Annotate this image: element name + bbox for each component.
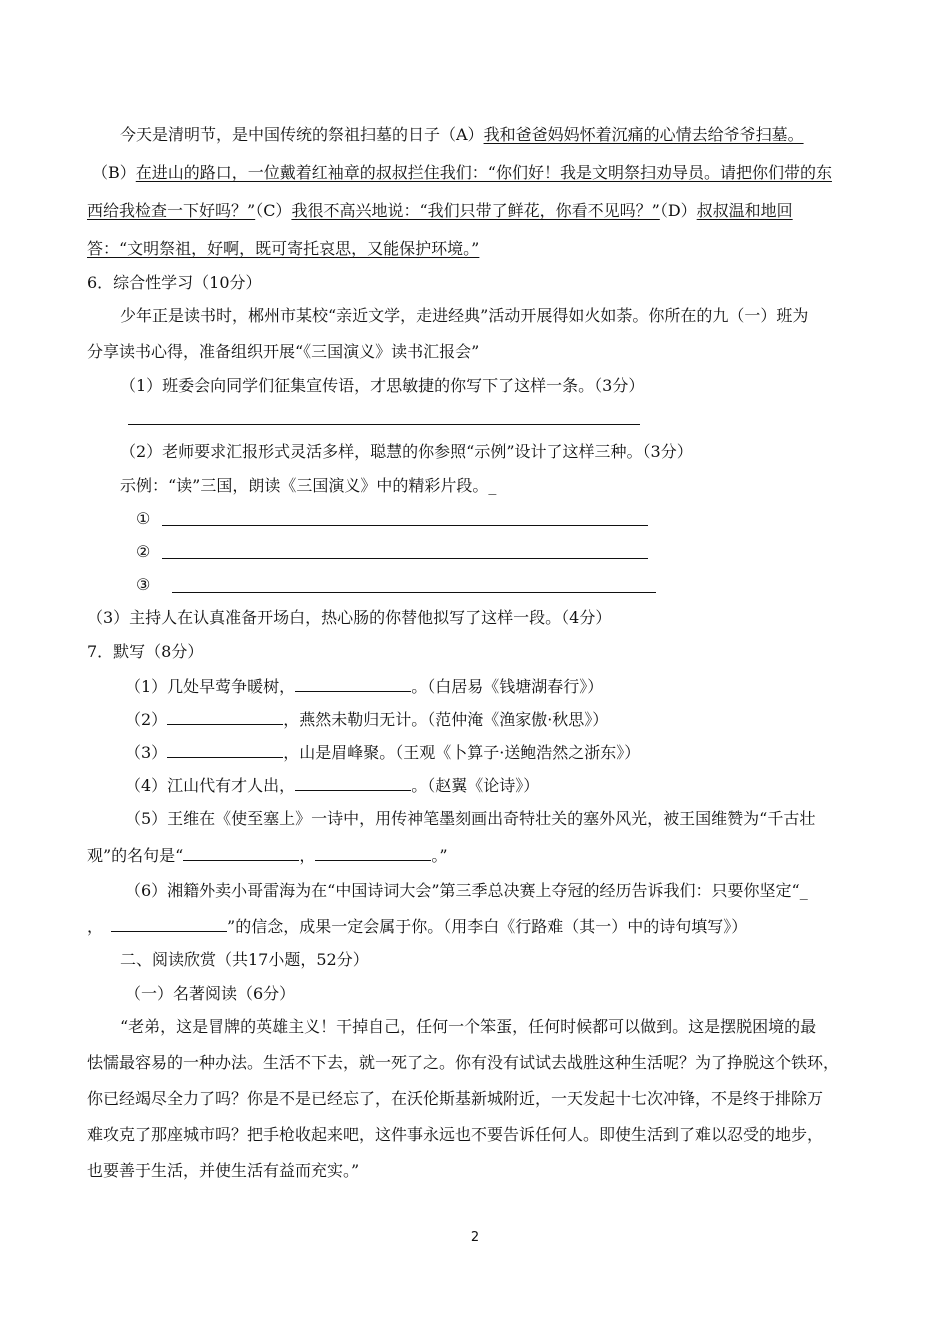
q7-item-1-text-b: 。（白居易《钱塘湖春行》） xyxy=(411,677,604,696)
q7-item-5-text-b: ， xyxy=(299,846,316,865)
q7-item-4 xyxy=(125,774,539,797)
q5-sentence-a: 我和爸爸妈妈怀着沉痛的心情去给爷爷扫墓。 xyxy=(483,125,804,144)
q7-item-4-text-b: 。（赵翼《论诗》） xyxy=(411,776,540,795)
q7-item-5-text-c: 。” xyxy=(431,846,448,865)
q5-line-1 xyxy=(120,124,804,146)
q7-item-6-text-a: ， xyxy=(87,917,104,936)
q7-item-1-blank[interactable] xyxy=(295,675,411,692)
q6-example: 示例：“读”三国，朗读《三国演义》中的精彩片段。_ xyxy=(120,476,497,495)
q7-item-5-text-a: 观”的名句是“ xyxy=(87,846,184,865)
section-2-subheading: （一）名著阅读（6分） xyxy=(125,984,296,1003)
q7-item-5-line-2 xyxy=(87,844,448,867)
q5-sentence-b: 在进山的路口，一位戴着红袖章的叔叔拦住我们：“你们好！我是文明祭扫劝导员。请把你们带的东 xyxy=(135,163,832,182)
q6-part-1: （1）班委会向同学们征集宣传语，才思敏捷的你写下了这样一条。（3分） xyxy=(120,376,645,395)
q5-sentence-c: 我很不高兴地说：“我们只带了鲜花，你看不见吗？” xyxy=(291,201,660,220)
q7-item-3-blank[interactable] xyxy=(167,741,283,758)
reading-line-2: 怯懦最容易的一种办法。生活不下去，就一死了之。你有没有试试去战胜这种生活呢？为了挣脱这个铁环， xyxy=(87,1053,840,1072)
q6-intro-line-1: 少年正是读书时，郴州市某校“亲近文学，走进经典”活动开展得如火如荼。你所在的九（一）班为 xyxy=(120,306,809,325)
q7-heading: 7．默写（8分） xyxy=(87,642,204,661)
q7-item-2-text-b: ，燕然未勒归无计。（范仲淹《渔家傲·秋思》） xyxy=(283,710,609,729)
q7-item-1 xyxy=(125,675,603,698)
q7-item-2 xyxy=(125,708,608,731)
q5-label-b: （B） xyxy=(92,163,136,182)
q5-line-3 xyxy=(87,200,793,222)
q5-sentence-d: 叔叔温和地回 xyxy=(696,201,793,220)
q6-intro-line-2: 分享读书心得，准备组织开展“《三国演义》读书汇报会” xyxy=(87,342,480,361)
q5-line-4 xyxy=(87,238,479,260)
q6-part-3: （3）主持人在认真准备开场白，热心肠的你替他拟写了这样一段。（4分） xyxy=(87,608,612,627)
q7-item-5-blank-1[interactable] xyxy=(183,844,299,861)
q5-label-d: （D） xyxy=(659,201,697,220)
q7-item-2-blank[interactable] xyxy=(167,708,283,725)
q6-answer-line-2[interactable] xyxy=(162,558,648,559)
q7-item-4-text-a: （4）江山代有才人出， xyxy=(125,776,296,795)
q5-label-c: （C） xyxy=(255,201,292,220)
q6-blank-marker-3: ③ xyxy=(136,575,151,594)
q6-heading: 6．综合性学习（10分） xyxy=(87,273,262,292)
q5-sentence-b-cont: 西给我检查一下好吗？” xyxy=(87,201,256,220)
q6-blank-marker-2: ② xyxy=(136,542,151,561)
reading-line-5: 也要善于生活，并使生活有益而充实。” xyxy=(87,1161,360,1180)
q7-item-4-blank[interactable] xyxy=(295,774,411,791)
q7-item-1-text-a: （1）几处早莺争暖树， xyxy=(125,677,296,696)
q7-item-3-text-a: （3） xyxy=(125,743,168,762)
q7-item-3 xyxy=(125,741,640,764)
q6-part-1-answer-line[interactable] xyxy=(128,424,640,425)
reading-line-3: 你已经竭尽全力了吗？你是不是已经忘了，在沃伦斯基新城附近，一天发起十七次冲锋，不是终于排除万 xyxy=(87,1089,824,1108)
page-number: 2 xyxy=(470,1230,480,1245)
q7-item-5-line-1: （5）王维在《使至塞上》一诗中，用传神笔墨刻画出奇特壮关的塞外风光，被王国维赞为“千古壮 xyxy=(125,809,816,828)
q7-item-3-text-b: ，山是眉峰聚。（王观《卜算子·送鲍浩然之浙东》） xyxy=(283,743,641,762)
q6-blank-marker-1: ① xyxy=(136,509,151,528)
reading-line-4: 难攻克了那座城市吗？把手枪收起来吧，这件事永远也不要告诉任何人。即使生活到了难以忍受的地步， xyxy=(87,1125,824,1144)
q5-line-1-prefix: 今天是清明节，是中国传统的祭祖扫墓的日子（A） xyxy=(120,125,484,144)
q7-item-2-text-a: （2） xyxy=(125,710,168,729)
q6-answer-line-1[interactable] xyxy=(162,525,648,526)
q7-item-6-blank[interactable] xyxy=(111,915,227,932)
q5-line-2 xyxy=(92,162,832,184)
q7-item-6-text-b: ”的信念，成果一定会属于你。（用李白《行路难（其一）中的诗句填写》） xyxy=(227,917,748,936)
reading-line-1: “老弟，这是冒牌的英雄主义！干掉自己，任何一个笨蛋，任何时候都可以做到。这是摆脱困境的最 xyxy=(120,1017,817,1036)
q7-item-6-line-1: （6）湘籍外卖小哥雷海为在“中国诗词大会”第三季总决赛上夺冠的经历告诉我们：只要你坚定“_ xyxy=(125,881,808,900)
q7-item-5-blank-2[interactable] xyxy=(315,844,431,861)
q7-item-6-line-2 xyxy=(87,915,747,938)
q5-sentence-d-cont: 答：“文明祭祖，好啊，既可寄托哀思，又能保护环境。” xyxy=(87,239,480,258)
q6-part-2: （2）老师要求汇报形式灵活多样，聪慧的你参照“示例”设计了这样三种。（3分） xyxy=(120,442,693,461)
q6-answer-line-3[interactable] xyxy=(172,592,656,593)
section-2-heading: 二、阅读欣赏（共17小题，52分） xyxy=(120,950,369,969)
